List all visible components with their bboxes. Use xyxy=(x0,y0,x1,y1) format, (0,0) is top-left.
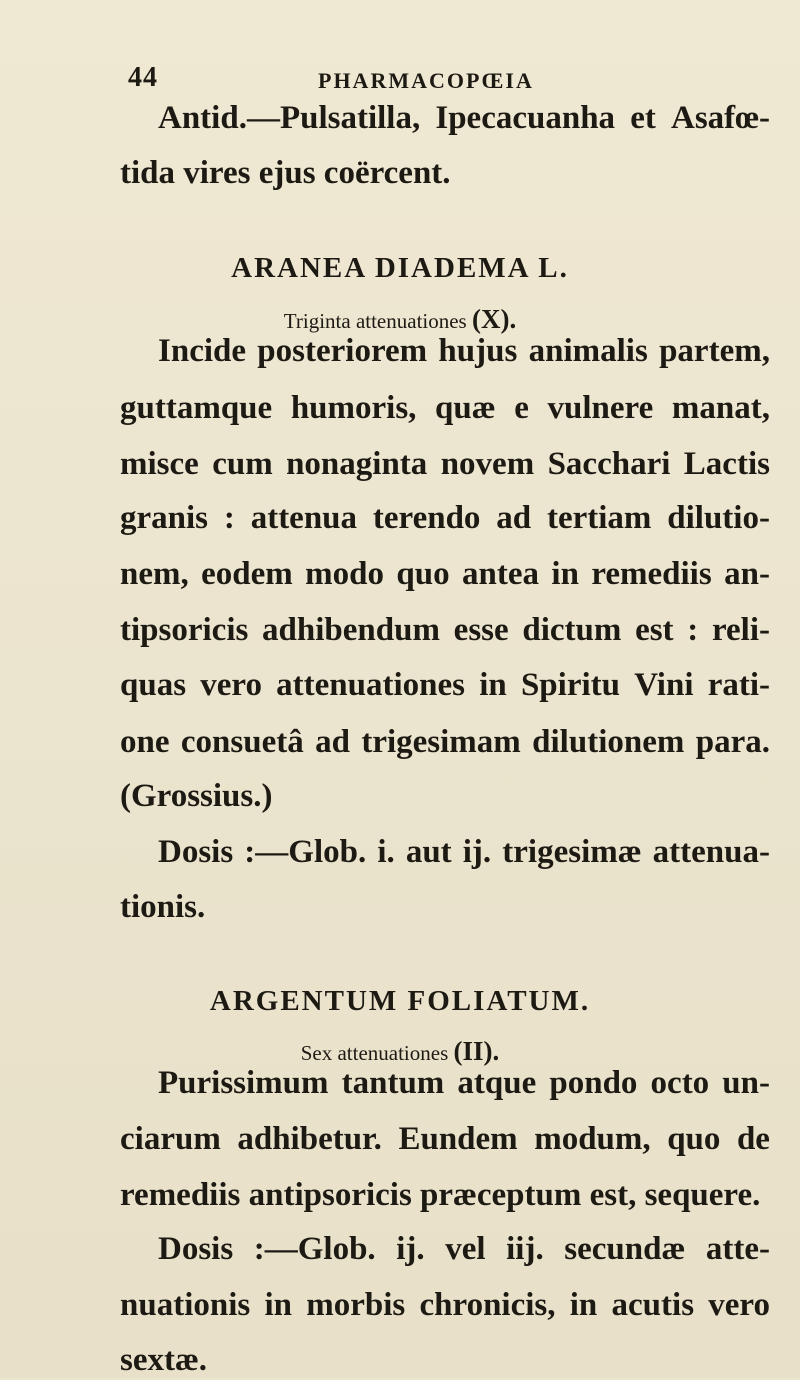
running-title: PHARMACOPŒIA xyxy=(318,68,534,93)
attenuation-numeral: (X). xyxy=(471,304,517,334)
page-header xyxy=(0,62,800,102)
attenuation-numeral: (II). xyxy=(453,1036,500,1066)
text-line: tionis. xyxy=(120,889,206,925)
text-line: Incide posteriorem hujus animalis partem, xyxy=(158,333,770,369)
text-line: granis : attenua terendo ad tertiam dilutio- xyxy=(120,500,770,536)
text-line: tida vires ejus coërcent. xyxy=(120,155,451,191)
text-line: remediis antipsoricis præceptum est, sequere. xyxy=(120,1177,761,1213)
text-line: quas vero attenuationes in Spiritu Vini rati- xyxy=(120,667,770,703)
section-heading: ARGENTUM FOLIATUM. xyxy=(209,985,591,1017)
text-line: guttamque humoris, quæ e vulnere manat, xyxy=(120,390,770,426)
text-line: sextæ. xyxy=(120,1342,208,1378)
text-line: (Grossius.) xyxy=(120,778,273,814)
text-line: Dosis :—Glob. i. aut ij. trigesimæ attenua- xyxy=(158,834,770,870)
attenuation-text: Sex attenuationes xyxy=(300,1041,449,1065)
text-line: nuationis in morbis chronicis, in acutis vero xyxy=(120,1287,770,1323)
text-line: one consuetâ ad trigesimam dilutionem para. xyxy=(120,724,770,760)
text-line: Purissimum tantum atque pondo octo un- xyxy=(158,1065,770,1101)
page-number: 44 xyxy=(128,62,158,93)
attenuation-text: Triginta attenuationes xyxy=(283,309,467,333)
text-line: misce cum nonaginta novem Sacchari Lactis xyxy=(120,446,770,482)
text-line: tipsoricis adhibendum esse dictum est : reli- xyxy=(120,612,770,648)
text-line: Dosis :—Glob. ij. vel iij. secundæ atte- xyxy=(158,1231,770,1267)
section-heading: ARANEA DIADEMA L. xyxy=(231,252,569,284)
text-line: Antid.—Pulsatilla, Ipecacuanha et Asafœ- xyxy=(158,100,770,136)
text-line: ciarum adhibetur. Eundem modum, quo de xyxy=(120,1121,770,1157)
text-line: nem, eodem modo quo antea in remediis an- xyxy=(120,556,770,592)
